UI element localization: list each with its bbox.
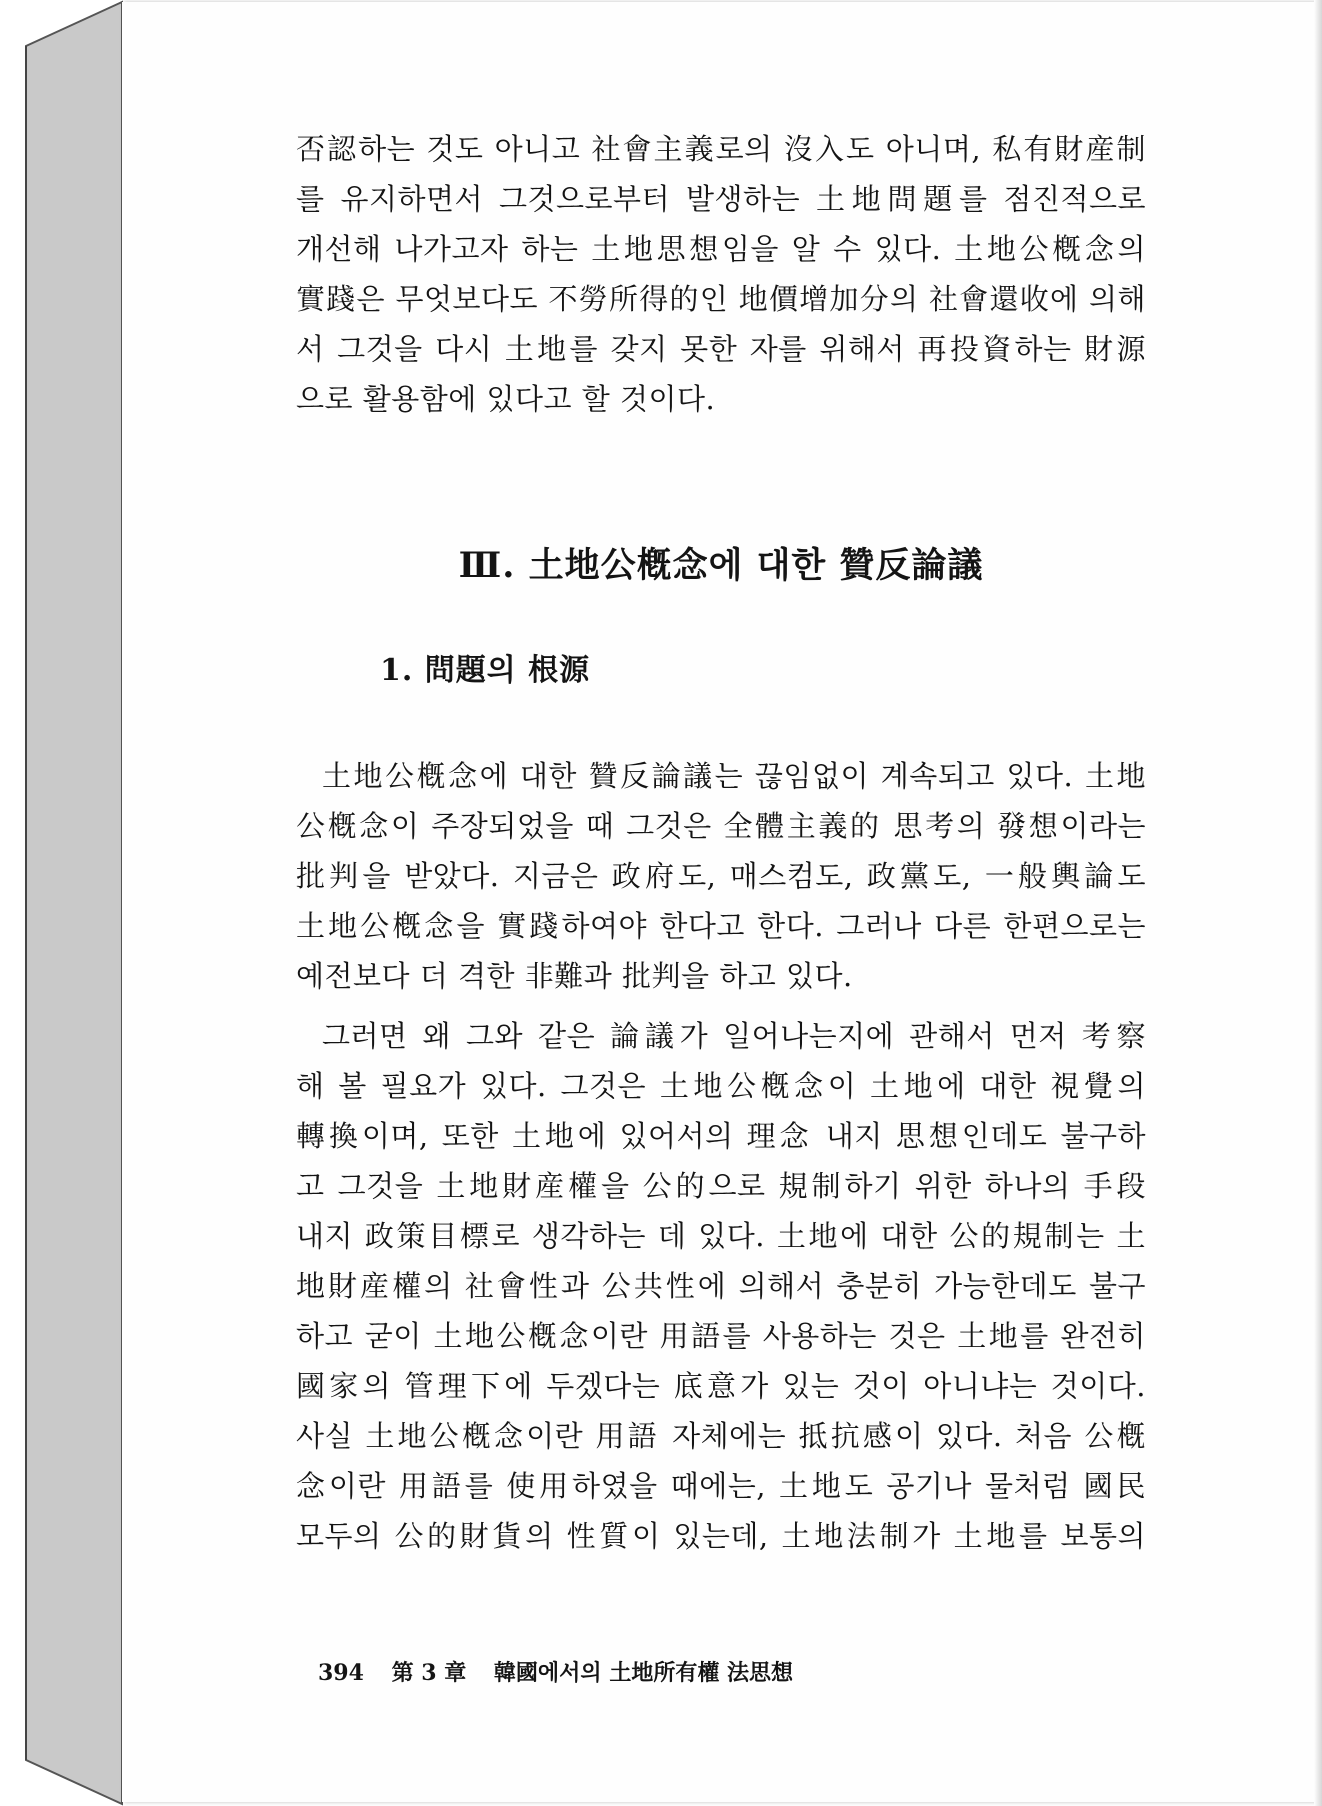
chapter-title: 韓國에서의 土地所有權 法思想	[493, 1660, 793, 1686]
text-line: 사실 土地公槪念이란 用語 자체에는 抵抗感이 있다. 처음 公槪	[296, 1419, 1146, 1453]
text-line: 내지 政策目標로 생각하는 데 있다. 土地에 대한 公的規制는 土	[296, 1219, 1146, 1253]
subsection-title: 1. 問題의 根源	[380, 653, 591, 688]
text-line: 고 그것을 土地財産權을 公的으로 規制하기 위한 하나의 手段	[296, 1169, 1146, 1203]
text-line: 개선해 나가고자 하는 土地思想임을 알 수 있다. 土地公槪念의	[296, 232, 1146, 266]
spine-face	[26, 2, 122, 1804]
text-line: 否認하는 것도 아니고 社會主義로의 沒入도 아니며, 私有財産制	[296, 132, 1146, 166]
book-spine	[0, 0, 130, 1806]
text-line: 土地公槪念에 대한 贊反論議는 끊임없이 계속되고 있다. 土地	[322, 759, 1146, 793]
text-line: 예전보다 더 격한 非難과 批判을 하고 있다.	[296, 959, 853, 993]
text-line: 그러면 왜 그와 같은 論議가 일어나는지에 관해서 먼저 考察	[322, 1019, 1146, 1053]
text-line: 地財産權의 社會性과 公共性에 의해서 충분히 가능한데도 불구	[296, 1269, 1146, 1303]
text-line: 念이란 用語를 使用하였을 때에는, 土地도 공기나 물처럼 國民	[296, 1469, 1146, 1503]
paragraph-2	[296, 751, 1146, 1001]
text-line: 를 유지하면서 그것으로부터 발생하는 土地問題를 점진적으로	[296, 182, 1146, 216]
text-line: 公槪念이 주장되었을 때 그것은 全體主義的 思考의 發想이라는	[296, 809, 1146, 843]
page-footer	[318, 1656, 813, 1690]
text-line: 모두의 公的財貨의 性質이 있는데, 土地法制가 土地를 보통의	[296, 1519, 1146, 1553]
text-line: 轉換이며, 또한 土地에 있어서의 理念 내지 思想인데도 불구하	[296, 1119, 1146, 1153]
chapter-label: 第 3 章	[391, 1660, 467, 1686]
paragraph-3	[296, 1011, 1146, 1561]
page-number: 394	[318, 1660, 364, 1686]
section-title: Ⅲ. 土地公槪念에 대한 贊反論議	[458, 545, 984, 586]
page-edge-shadow	[1314, 0, 1322, 1806]
text-line: 批判을 받았다. 지금은 政府도, 매스컴도, 政黨도, 一般輿論도	[296, 859, 1146, 893]
text-line: 國家의 管理下에 두겠다는 底意가 있는 것이 아니냐는 것이다.	[296, 1369, 1146, 1403]
text-line: 實踐은 무엇보다도 不勞所得的인 地價增加分의 社會還收에 의해	[296, 282, 1146, 316]
text-line: 으로 활용함에 있다고 할 것이다.	[296, 382, 716, 416]
text-line: 해 볼 필요가 있다. 그것은 土地公槪念이 土地에 대한 視覺의	[296, 1069, 1146, 1103]
text-line: 土地公槪念을 實踐하여야 한다고 한다. 그러나 다른 한편으로는	[296, 909, 1146, 943]
text-line: 서 그것을 다시 土地를 갖지 못한 자를 위해서 再投資하는 財源	[296, 332, 1146, 366]
paragraph-1	[296, 124, 1146, 424]
text-line: 하고 굳이 土地公槪念이란 用語를 사용하는 것은 土地를 완전히	[296, 1319, 1146, 1353]
